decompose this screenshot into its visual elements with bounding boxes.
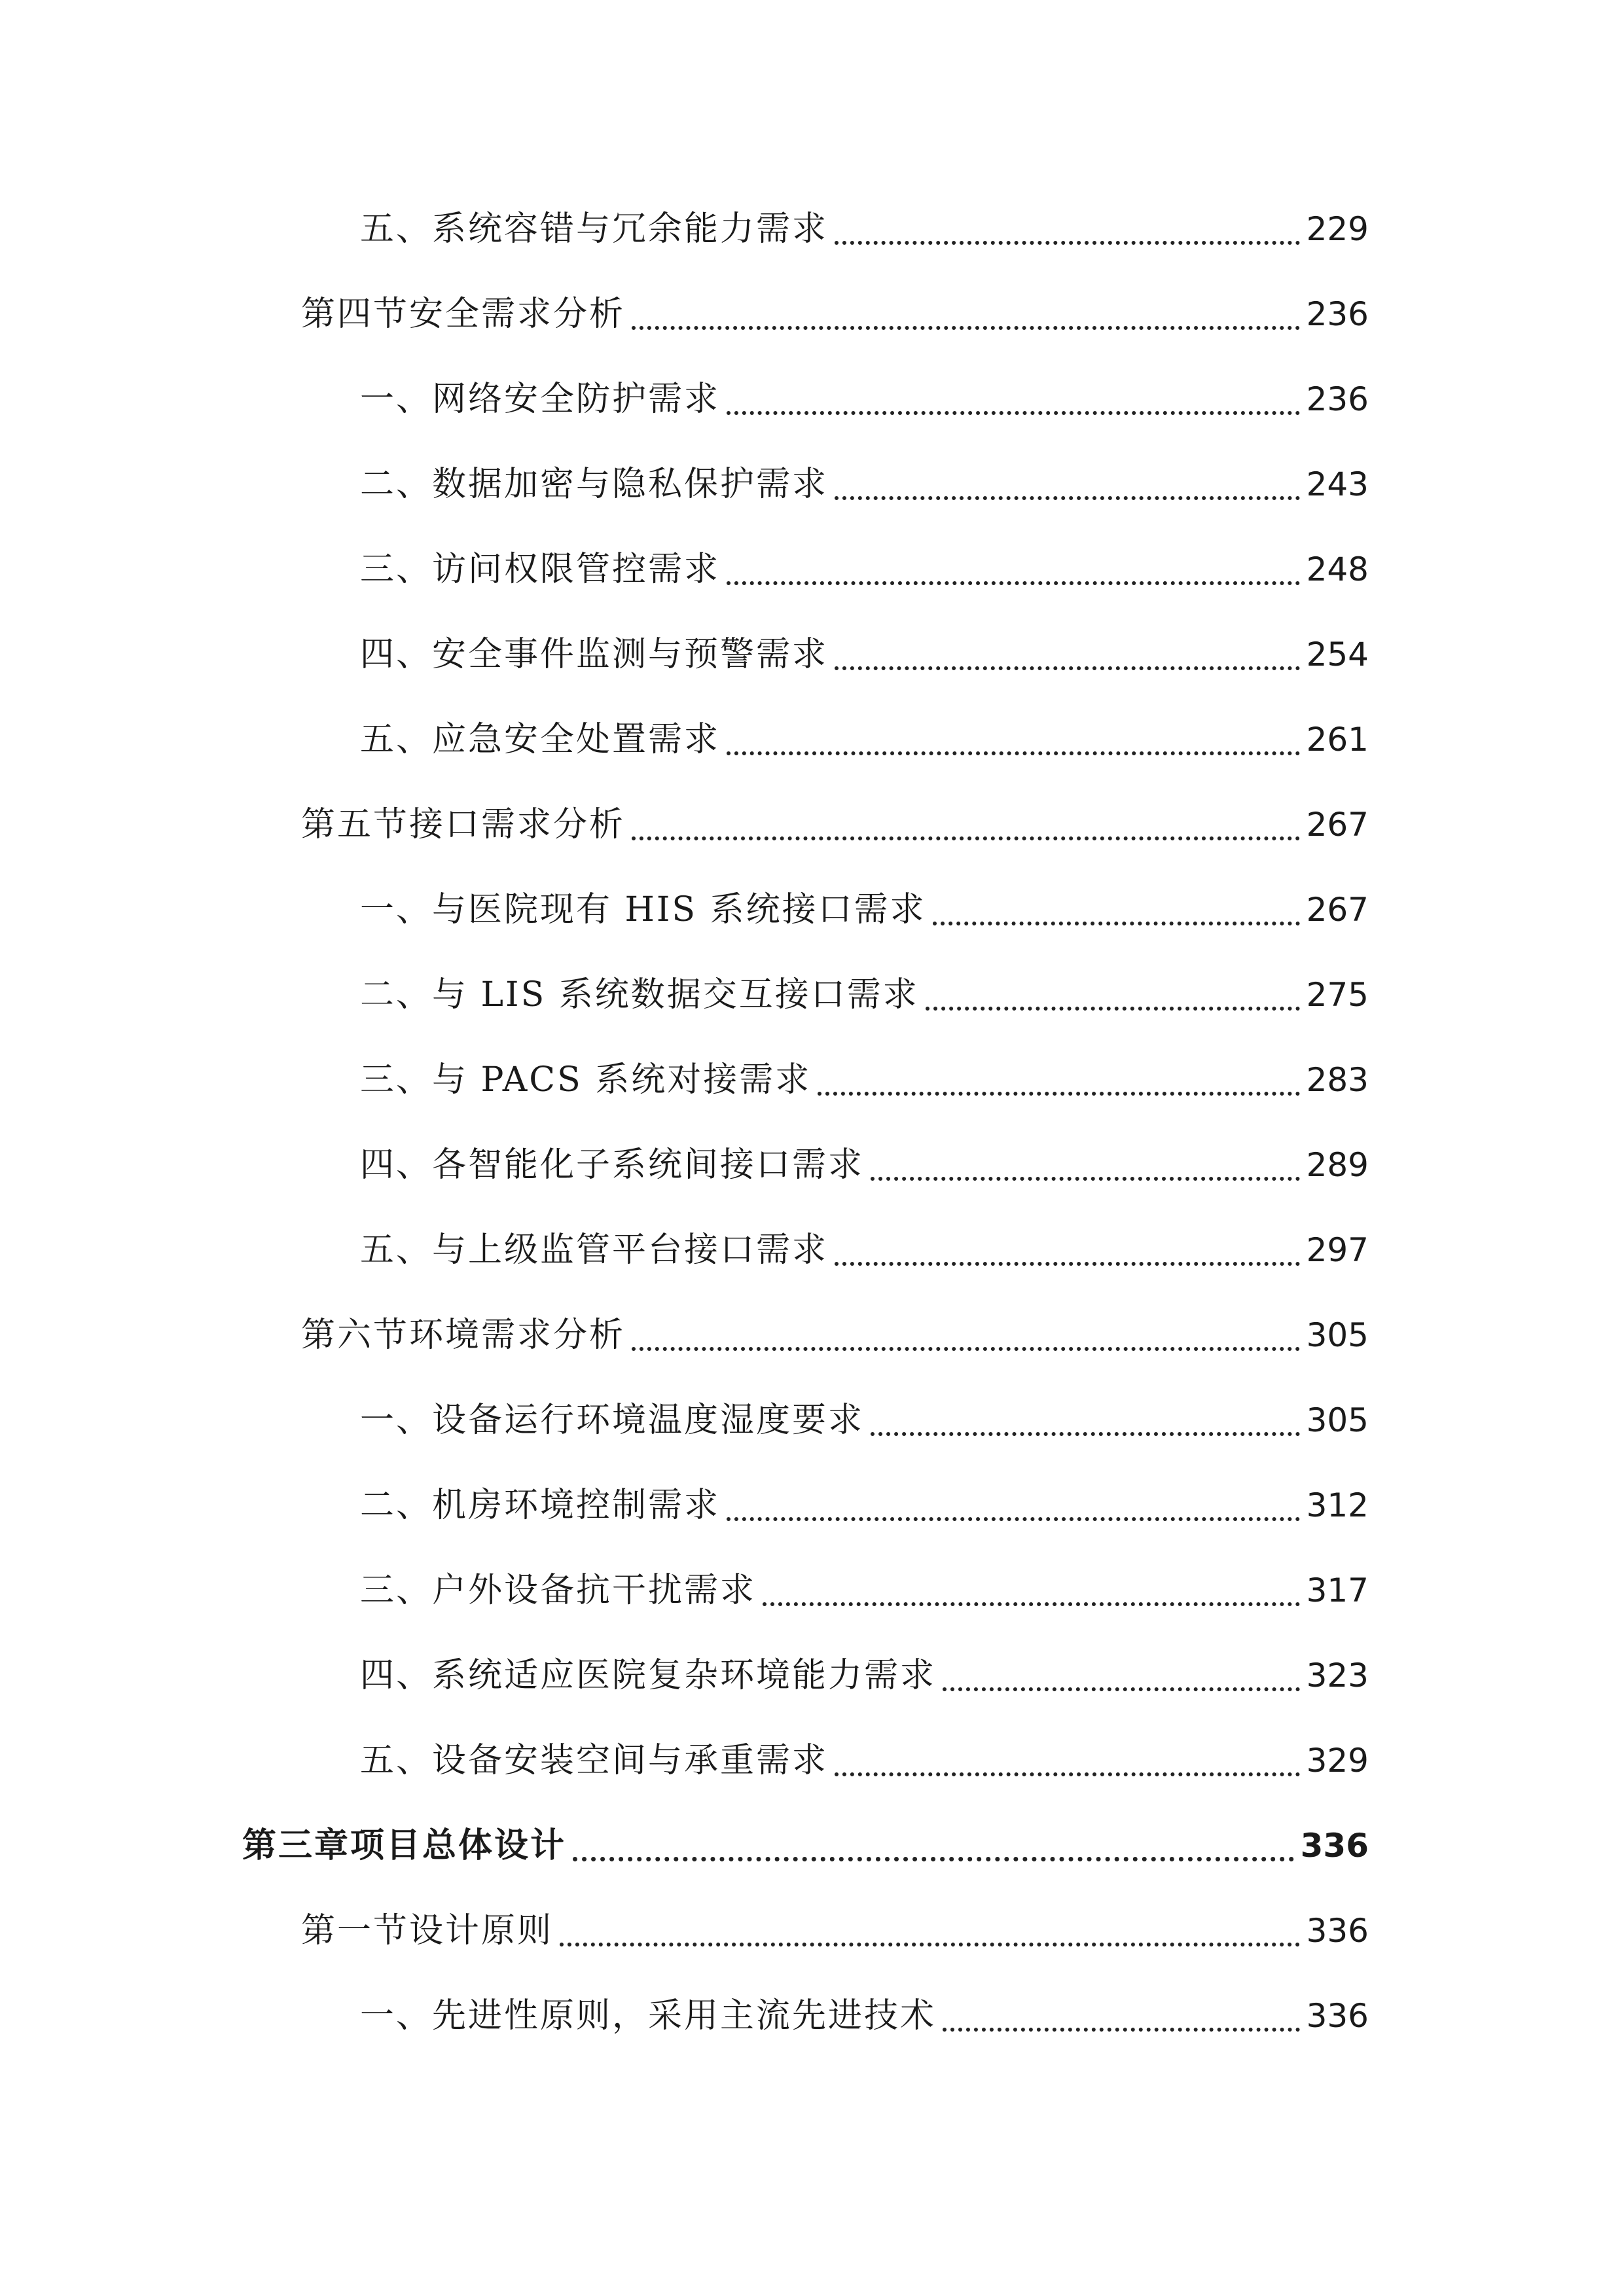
toc-entry[interactable]	[242, 1820, 1369, 1872]
toc-entry-title: 四、安全事件监测与预警需求	[360, 635, 829, 674]
toc-entry[interactable]	[360, 628, 1369, 681]
toc-entry[interactable]	[360, 884, 1369, 936]
toc-entry-title: 一、先进性原则，采用主流先进技术	[360, 1996, 937, 2036]
toc-dot-leader	[632, 326, 1300, 330]
toc-entry[interactable]	[360, 713, 1369, 766]
toc-entry-title: 第一节设计原则	[301, 1911, 554, 1950]
toc-dot-leader	[818, 1092, 1299, 1096]
toc-page-number: 248	[1306, 550, 1369, 588]
toc-page-number: 317	[1306, 1571, 1369, 1609]
toc-entry[interactable]	[360, 1139, 1369, 1191]
toc-dot-leader	[727, 1517, 1300, 1521]
toc-dot-leader	[727, 581, 1300, 585]
toc-page-number: 305	[1306, 1401, 1369, 1439]
toc-page-number: 267	[1306, 891, 1369, 929]
toc-dot-leader	[835, 496, 1300, 500]
toc-page-number: 312	[1306, 1486, 1369, 1524]
toc-entry[interactable]	[301, 1905, 1369, 1957]
toc-page-number: 305	[1306, 1316, 1369, 1354]
toc-entry-title: 一、设备运行环境温度湿度要求	[360, 1401, 865, 1440]
toc-entry[interactable]	[301, 288, 1369, 340]
toc-entry-title: 三、访问权限管控需求	[360, 550, 721, 589]
toc-page-number: 229	[1306, 210, 1369, 248]
toc-entry-title: 三、户外设备抗干扰需求	[360, 1571, 757, 1610]
toc-entry-title: 四、系统适应医院复杂环境能力需求	[360, 1656, 937, 1695]
toc-page-number: 283	[1306, 1061, 1369, 1099]
toc-page-number: 336	[1300, 1827, 1369, 1865]
toc-page-number: 236	[1306, 295, 1369, 333]
toc-entry-title: 第三章项目总体设计	[242, 1825, 567, 1865]
toc-entry-title: 五、系统容错与冗余能力需求	[360, 209, 829, 249]
toc-dot-leader	[835, 666, 1300, 670]
toc-entry-title: 二、机房环境控制需求	[360, 1486, 721, 1525]
toc-entry-title: 二、与 LIS 系统数据交互接口需求	[360, 975, 919, 1014]
toc-dot-leader	[727, 411, 1300, 415]
toc-page-number: 243	[1306, 465, 1369, 503]
toc-entry[interactable]	[360, 1054, 1369, 1106]
toc-entry[interactable]	[360, 1564, 1369, 1617]
toc-page-number: 236	[1306, 380, 1369, 418]
toc-entry-title: 第六节环境需求分析	[301, 1316, 626, 1355]
toc-entry-title: 一、网络安全防护需求	[360, 380, 721, 419]
toc-entry[interactable]	[360, 969, 1369, 1021]
toc-page-number: 329	[1306, 1742, 1369, 1780]
toc-page-number: 336	[1306, 1997, 1369, 2035]
toc-entry[interactable]	[360, 543, 1369, 596]
toc-entry[interactable]	[360, 1734, 1369, 1787]
toc-entry-title: 五、与上级监管平台接口需求	[360, 1230, 829, 1270]
toc-dot-leader	[835, 241, 1300, 245]
toc-entry-title: 五、应急安全处置需求	[360, 720, 721, 759]
toc-entry[interactable]	[360, 373, 1369, 425]
toc-entry-title: 五、设备安装空间与承重需求	[360, 1741, 829, 1780]
toc-dot-leader	[573, 1857, 1294, 1861]
toc-entry[interactable]	[360, 458, 1369, 511]
toc-entry[interactable]	[360, 203, 1369, 255]
toc-dot-leader	[943, 2028, 1300, 2032]
toc-dot-leader	[560, 1943, 1300, 1946]
toc-entry-title: 四、各智能化子系统间接口需求	[360, 1145, 865, 1185]
toc-dot-leader	[926, 1007, 1300, 1011]
toc-dot-leader	[871, 1432, 1300, 1436]
toc-page-number: 261	[1306, 721, 1369, 759]
toc-entry-title: 二、数据加密与隐私保护需求	[360, 465, 829, 504]
toc-entry[interactable]	[360, 1394, 1369, 1446]
toc-entry[interactable]	[360, 1224, 1369, 1276]
toc-dot-leader	[871, 1177, 1300, 1181]
toc-entry[interactable]	[360, 1990, 1369, 2042]
toc-dot-leader	[727, 751, 1300, 755]
toc-page-number: 267	[1306, 806, 1369, 844]
toc-dot-leader	[835, 1262, 1300, 1266]
toc-page-number: 289	[1306, 1146, 1369, 1184]
toc-page-number: 275	[1306, 976, 1369, 1014]
toc-entry-title: 三、与 PACS 系统对接需求	[360, 1060, 812, 1100]
toc-page-number: 336	[1306, 1912, 1369, 1950]
toc-page-number: 297	[1306, 1231, 1369, 1269]
toc-entry-title: 一、与医院现有 HIS 系统接口需求	[360, 890, 926, 929]
toc-entry-title: 第四节安全需求分析	[301, 295, 626, 334]
toc-entry[interactable]	[360, 1479, 1369, 1532]
toc-entry[interactable]	[301, 798, 1369, 851]
toc-entry-title: 第五节接口需求分析	[301, 805, 626, 844]
toc-dot-leader	[933, 922, 1300, 925]
toc-page-number: 323	[1306, 1657, 1369, 1695]
toc-dot-leader	[632, 836, 1300, 840]
toc-dot-leader	[632, 1347, 1300, 1351]
toc-entry[interactable]	[360, 1649, 1369, 1702]
toc-dot-leader	[943, 1687, 1300, 1691]
toc-page-number: 254	[1306, 636, 1369, 673]
toc-entry[interactable]	[301, 1309, 1369, 1361]
toc-dot-leader	[763, 1602, 1300, 1606]
toc-dot-leader	[835, 1772, 1300, 1776]
